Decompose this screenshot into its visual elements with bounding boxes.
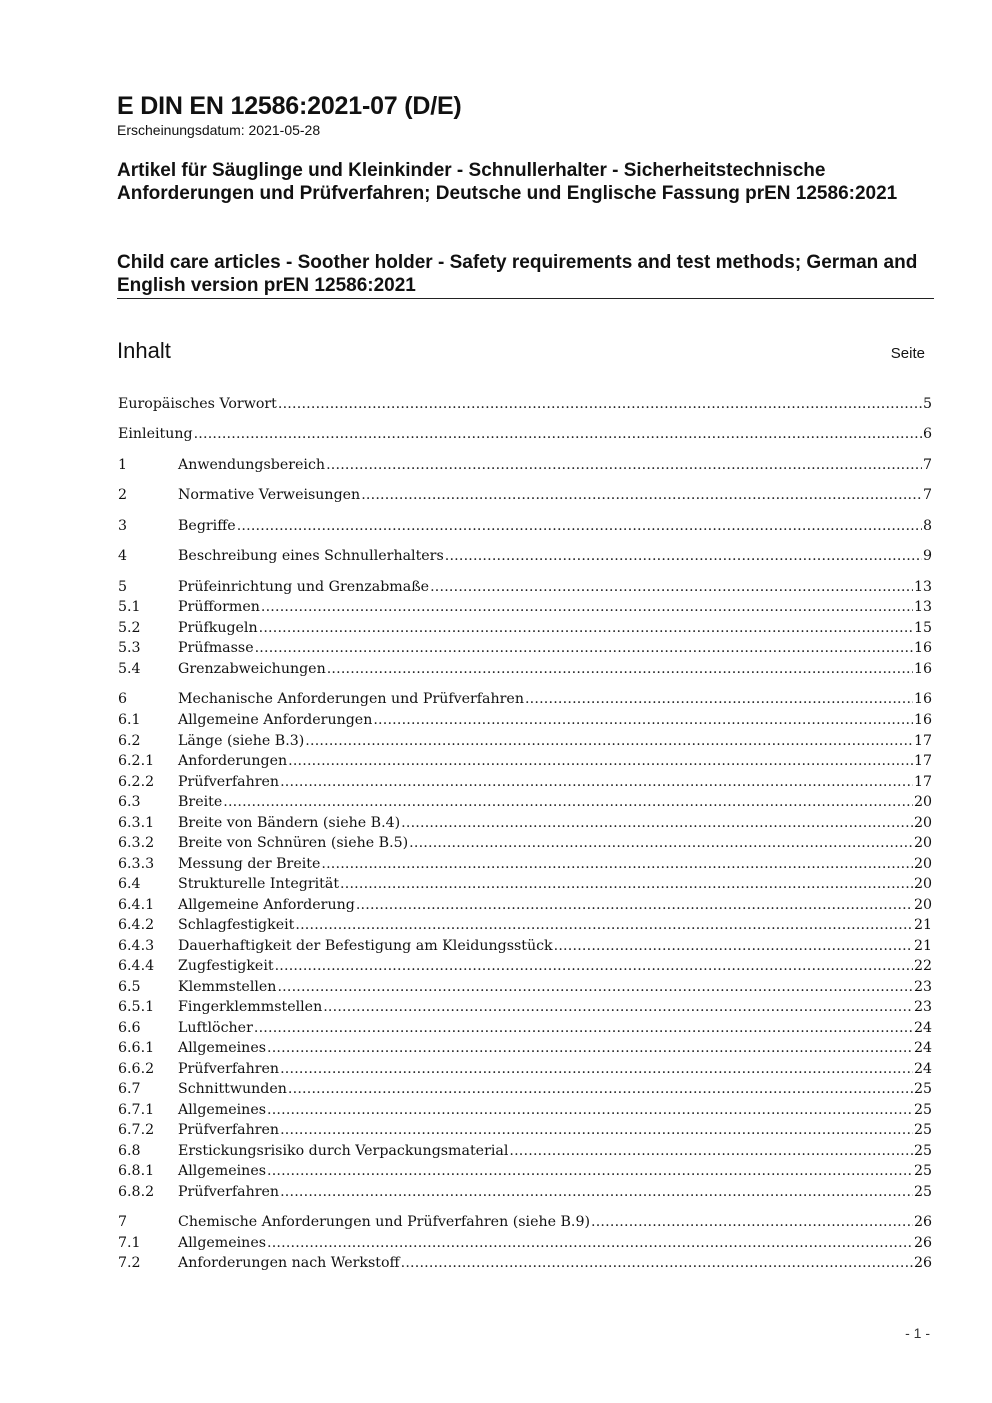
toc-dot-leader	[525, 689, 913, 709]
toc-entry[interactable]	[118, 956, 932, 976]
toc-dot-leader	[267, 1233, 913, 1253]
toc-entry-number: 6.6.1	[118, 1040, 155, 1056]
toc-entry[interactable]	[118, 1212, 932, 1232]
toc-entry-page: 16	[913, 691, 932, 707]
toc-entry-number: 6.7	[118, 1081, 141, 1097]
toc-entry-number: 7.1	[118, 1235, 141, 1251]
toc-entry[interactable]	[118, 854, 932, 874]
toc-dot-leader	[361, 485, 922, 505]
toc-entry-title: Allgemeines	[178, 1040, 266, 1056]
toc-entry-title: Beschreibung eines Schnullerhalters	[178, 548, 444, 564]
toc-entry[interactable]	[118, 874, 932, 894]
toc-dot-leader	[267, 1161, 913, 1181]
toc-entry-title: Normative Verweisungen	[178, 487, 361, 503]
toc-dot-leader	[356, 895, 913, 915]
toc-dot-leader	[237, 516, 922, 536]
toc-dot-leader	[340, 874, 913, 894]
toc-entry-page: 24	[913, 1020, 932, 1036]
toc-entry-page: 20	[913, 876, 932, 892]
toc-entry-number: 6.3	[118, 794, 141, 810]
toc-entry-page: 6	[922, 426, 932, 442]
toc-entry-page: 13	[913, 599, 932, 615]
toc-entry-page: 20	[913, 856, 932, 872]
toc-entry[interactable]	[118, 710, 932, 730]
toc-dot-leader	[321, 854, 913, 874]
toc-entry-number: 6.4.1	[118, 897, 155, 913]
toc-entry[interactable]	[118, 597, 932, 617]
toc-entry-title: Allgemeines	[178, 1235, 266, 1251]
toc-entry-title: Fingerklemmstellen	[178, 999, 323, 1015]
toc-entry-number: 6	[118, 691, 128, 707]
toc-entry-page: 17	[913, 733, 932, 749]
toc-entry-title: Anforderungen	[178, 753, 288, 769]
toc-entry-title: Prüfkugeln	[178, 620, 258, 636]
toc-entry-title: Strukturelle Integrität	[178, 876, 340, 892]
toc-entry-page: 26	[913, 1235, 932, 1251]
toc-dot-leader	[373, 710, 913, 730]
toc-entry[interactable]	[118, 485, 932, 505]
toc-entry-page: 26	[913, 1214, 932, 1230]
toc-entry-number: 6.2.1	[118, 753, 155, 769]
toc-entry-number: 6.8	[118, 1143, 141, 1159]
toc-entry-number: 6.3.3	[118, 856, 155, 872]
toc-dot-leader	[509, 1141, 913, 1161]
toc-entry[interactable]	[118, 1253, 932, 1273]
toc-entry-title: Allgemeine Anforderung	[178, 897, 355, 913]
toc-entry-title: Luftlöcher	[178, 1020, 253, 1036]
toc-dot-leader	[327, 659, 913, 679]
toc-entry[interactable]	[118, 689, 932, 709]
toc-entry-page: 24	[913, 1061, 932, 1077]
toc-entry-title: Breite von Schnüren (siehe B.5)	[178, 835, 409, 851]
toc-dot-leader	[288, 751, 913, 771]
toc-entry-number: 6.2	[118, 733, 141, 749]
toc-entry-number: 2	[118, 487, 128, 503]
toc-entry[interactable]	[118, 1141, 932, 1161]
toc-entry-page: 5	[922, 396, 932, 412]
toc-entry-title: Europäisches Vorwort	[118, 396, 277, 412]
toc-entry[interactable]	[118, 1120, 932, 1140]
toc-entry-page: 20	[913, 794, 932, 810]
toc-entry[interactable]	[118, 546, 932, 566]
page-number: - 1 -	[905, 1325, 930, 1341]
toc-entry-page: 9	[922, 548, 932, 564]
toc-entry-number: 7	[118, 1214, 128, 1230]
toc-entry-title: Anforderungen nach Werkstoff	[178, 1255, 400, 1271]
title-german: Artikel für Säuglinge und Kleinkinder - Schnullerhalter - Sicherheitstechnische Anforderungen und Prüfverfahren; Deutsche und Englische Fassung prEN 12586:2021	[117, 160, 898, 204]
toc-entry-number: 6.5.1	[118, 999, 155, 1015]
toc-entry-title: Anwendungsbereich	[178, 457, 326, 473]
toc-entry-page: 21	[913, 917, 932, 933]
toc-entry-title: Prüfeinrichtung und Grenzabmaße	[178, 579, 430, 595]
toc-dot-leader	[280, 772, 913, 792]
toc-entry-title: Allgemeines	[178, 1102, 266, 1118]
toc-entry-page: 25	[913, 1184, 932, 1200]
document-id: E DIN EN 12586:2021-07 (D/E)	[117, 92, 462, 120]
toc-entry-number: 6.4	[118, 876, 141, 892]
toc-entry-page: 25	[913, 1143, 932, 1159]
toc-entry[interactable]	[118, 618, 932, 638]
toc-entry-page: 25	[913, 1163, 932, 1179]
toc-entry-title: Prüfverfahren	[178, 1061, 280, 1077]
toc-dot-leader	[278, 394, 922, 414]
toc-entry-page: 13	[913, 579, 932, 595]
toc-entry[interactable]	[118, 1059, 932, 1079]
toc-entry-title: Begriffe	[178, 518, 236, 534]
toc-entry-title: Schnittwunden	[178, 1081, 287, 1097]
toc-entry-number: 6.6.2	[118, 1061, 155, 1077]
toc-entry[interactable]	[118, 1161, 932, 1181]
toc-entry-number: 6.4.3	[118, 938, 155, 954]
toc-dot-leader	[194, 424, 922, 444]
toc-dot-leader	[554, 936, 913, 956]
toc-entry[interactable]	[118, 1079, 932, 1099]
toc-entry[interactable]	[118, 833, 932, 853]
toc-dot-leader	[288, 1079, 913, 1099]
toc-entry-title: Grenzabweichungen	[178, 661, 326, 677]
toc-entry[interactable]	[118, 516, 932, 536]
toc-dot-leader	[255, 638, 913, 658]
toc-entry[interactable]	[118, 1018, 932, 1038]
toc-entry-number: 3	[118, 518, 128, 534]
toc-entry-number: 5.4	[118, 661, 141, 677]
toc-entry-page: 20	[913, 897, 932, 913]
toc-entry-page: 17	[913, 753, 932, 769]
toc-entry[interactable]	[118, 638, 932, 658]
toc-entry-page: 20	[913, 835, 932, 851]
toc-entry-page: 23	[913, 999, 932, 1015]
toc-entry-page: 7	[922, 487, 932, 503]
toc-dot-leader	[401, 1253, 913, 1273]
toc-page-column-label: Seite	[890, 345, 925, 362]
toc-entry[interactable]	[118, 895, 932, 915]
toc-entry-page: 20	[913, 815, 932, 831]
toc-entry-number: 6.7.1	[118, 1102, 155, 1118]
toc-entry[interactable]	[118, 792, 932, 812]
toc-entry-page: 16	[913, 661, 932, 677]
toc-entry-title: Prüfverfahren	[178, 1184, 280, 1200]
toc-entry-number: 1	[118, 457, 128, 473]
toc-entry-title: Prüfformen	[178, 599, 260, 615]
toc-entry[interactable]	[118, 813, 932, 833]
toc-entry-title: Chemische Anforderungen und Prüfverfahren (siehe B.9)	[178, 1214, 591, 1230]
toc-dot-leader	[275, 956, 913, 976]
toc-entry-title: Zugfestigkeit	[178, 958, 274, 974]
toc-entry-number: 6.4.2	[118, 917, 155, 933]
toc-entry-page: 17	[913, 774, 932, 790]
toc-entry[interactable]	[118, 1182, 932, 1202]
toc-dot-leader	[445, 546, 922, 566]
toc-entry-title: Prüfverfahren	[178, 1122, 280, 1138]
toc-entry[interactable]	[118, 455, 932, 475]
toc-entry-number: 6.8.2	[118, 1184, 155, 1200]
toc-entry-page: 16	[913, 640, 932, 656]
toc-entry-number: 6.7.2	[118, 1122, 155, 1138]
toc-entry[interactable]	[118, 977, 932, 997]
toc-entry-number: 6.2.2	[118, 774, 155, 790]
toc-entry-page: 24	[913, 1040, 932, 1056]
toc-entry-title: Dauerhaftigkeit der Befestigung am Kleidungsstück	[178, 938, 553, 954]
toc-dot-leader	[295, 915, 913, 935]
toc-dot-leader	[277, 977, 913, 997]
toc-dot-leader	[591, 1212, 913, 1232]
toc-dot-leader	[401, 813, 913, 833]
toc-entry-page: 16	[913, 712, 932, 728]
toc-entry-title: Erstickungsrisiko durch Verpackungsmaterial	[178, 1143, 509, 1159]
toc-dot-leader	[259, 618, 913, 638]
toc-entry[interactable]	[118, 424, 932, 444]
toc-dot-leader	[254, 1018, 913, 1038]
toc-entry-title: Schlagfestigkeit	[178, 917, 295, 933]
toc-entry-number: 6.3.2	[118, 835, 155, 851]
toc-dot-leader	[267, 1100, 913, 1120]
toc-dot-leader	[223, 792, 913, 812]
toc-entry-title: Prüfmasse	[178, 640, 254, 656]
toc-entry[interactable]	[118, 772, 932, 792]
toc-entry[interactable]	[118, 1100, 932, 1120]
toc-entry-number: 4	[118, 548, 128, 564]
toc-entry-title: Messung der Breite	[178, 856, 321, 872]
toc-dot-leader	[280, 1182, 913, 1202]
toc-entry-page: 15	[913, 620, 932, 636]
toc-heading: Inhalt	[117, 338, 171, 363]
toc-entry[interactable]	[118, 577, 932, 597]
toc-entry[interactable]	[118, 936, 932, 956]
toc-entry-title: Allgemeine Anforderungen	[178, 712, 373, 728]
toc-entry-page: 23	[913, 979, 932, 995]
toc-entry-page: 8	[922, 518, 932, 534]
toc-entry-number: 6.3.1	[118, 815, 155, 831]
toc-entry-number: 6.4.4	[118, 958, 155, 974]
toc-entry-title: Allgemeines	[178, 1163, 266, 1179]
toc-entry-page: 7	[922, 457, 932, 473]
toc-entry-title: Länge (siehe B.3)	[178, 733, 305, 749]
toc-entry[interactable]	[118, 731, 932, 751]
toc-entry-page: 22	[913, 958, 932, 974]
toc-entry-number: 5.2	[118, 620, 141, 636]
toc-entry-number: 5	[118, 579, 128, 595]
toc-dot-leader	[326, 455, 922, 475]
toc-dot-leader	[409, 833, 913, 853]
toc-entry-number: 5.1	[118, 599, 141, 615]
toc-dot-leader	[305, 731, 913, 751]
toc-entry-page: 26	[913, 1255, 932, 1271]
toc-entry[interactable]	[118, 1233, 932, 1253]
toc-entry-number: 5.3	[118, 640, 141, 656]
toc-entry-number: 6.1	[118, 712, 141, 728]
toc-dot-leader	[280, 1120, 913, 1140]
toc-entry[interactable]	[118, 915, 932, 935]
toc-entry[interactable]	[118, 751, 932, 771]
toc-entry-page: 21	[913, 938, 932, 954]
toc-entry-page: 25	[913, 1122, 932, 1138]
toc-entry-number: 6.5	[118, 979, 141, 995]
publication-date: Erscheinungsdatum: 2021-05-28	[117, 122, 321, 138]
toc-entry-page: 25	[913, 1102, 932, 1118]
toc-entry-title: Breite	[178, 794, 223, 810]
toc-entry[interactable]	[118, 997, 932, 1017]
toc-entry-number: 6.6	[118, 1020, 141, 1036]
toc-entry[interactable]	[118, 659, 932, 679]
title-english: Child care articles - Soother holder - Safety requirements and test methods; German and English version prEN 12586:2021	[117, 252, 918, 296]
toc-entry-page: 25	[913, 1081, 932, 1097]
toc-entry[interactable]	[118, 1038, 932, 1058]
toc-entry-number: 6.8.1	[118, 1163, 155, 1179]
toc-dot-leader	[430, 577, 913, 597]
toc-entry-title: Klemmstellen	[178, 979, 277, 995]
toc-entry-title: Mechanische Anforderungen und Prüfverfahren	[178, 691, 524, 707]
toc-dot-leader	[323, 997, 913, 1017]
toc-dot-leader	[261, 597, 913, 617]
toc-entry-title: Einleitung	[118, 426, 193, 442]
toc-entry-title: Breite von Bändern (siehe B.4)	[178, 815, 401, 831]
toc-entry-title: Prüfverfahren	[178, 774, 280, 790]
toc-entry-number: 7.2	[118, 1255, 141, 1271]
title-divider	[117, 298, 934, 299]
toc-dot-leader	[280, 1059, 913, 1079]
toc-dot-leader	[267, 1038, 913, 1058]
toc-entry[interactable]	[118, 394, 932, 414]
